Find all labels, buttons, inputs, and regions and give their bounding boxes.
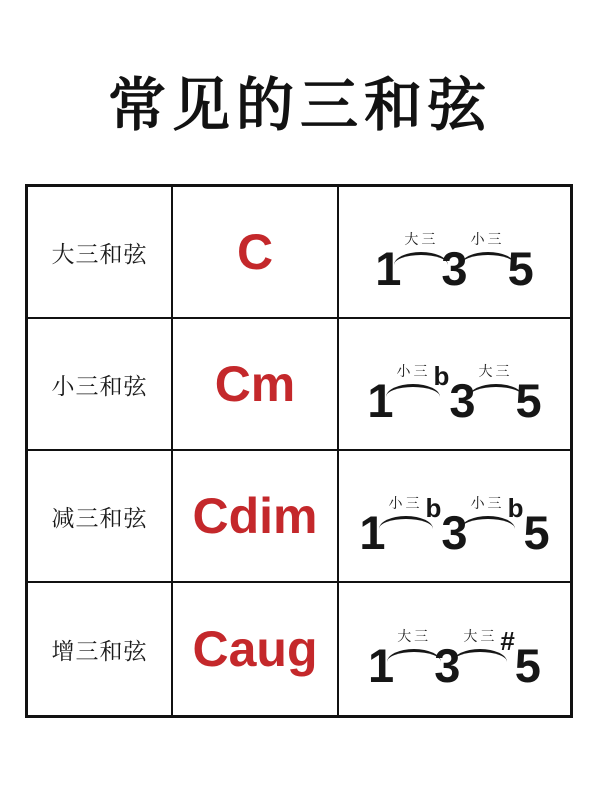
interval-label: 大三 (463, 627, 498, 644)
interval (387, 626, 441, 662)
chord-name-cell-diminished: 减三和弦 (28, 451, 173, 583)
note-digit: 1 (368, 638, 395, 692)
note-digit: 5 (507, 241, 534, 295)
arc-icon (461, 516, 515, 529)
interval-label: 小三 (470, 494, 505, 511)
interval-label: 小三 (470, 230, 505, 247)
interval (461, 493, 515, 529)
notes-cell-augmented (339, 583, 570, 715)
note-formula (375, 229, 534, 295)
interval (461, 229, 515, 265)
note-digit: 3 (434, 638, 461, 692)
chord-symbol-cell-minor: Cm (173, 319, 339, 451)
interval (379, 493, 433, 529)
accidental: b (433, 360, 450, 391)
interval (386, 361, 440, 397)
chord-symbol-cell-augmented: Caug (173, 583, 339, 715)
arc-icon (387, 649, 441, 662)
note-formula (367, 360, 542, 427)
chord-name-cell-minor: 小三和弦 (28, 319, 173, 451)
interval-label: 小三 (396, 362, 431, 379)
note-formula (359, 492, 550, 559)
interval (394, 229, 448, 265)
chord-symbol-cell-diminished: Cdim (173, 451, 339, 583)
interval-label: 大三 (404, 230, 439, 247)
notes-cell-major (339, 187, 570, 319)
chord-symbol-cell-major: C (173, 187, 339, 319)
accidental: b (507, 492, 524, 523)
accidental: # (500, 625, 515, 656)
note-digit: 1 (367, 373, 394, 427)
arc-icon (469, 384, 523, 397)
page-title: 常见的三和弦 (107, 71, 492, 139)
interval-label: 大三 (397, 627, 432, 644)
note-digit: 1 (359, 505, 386, 559)
chord-table (25, 184, 573, 718)
interval-label: 小三 (388, 494, 423, 511)
interval (453, 626, 507, 662)
note-formula (368, 625, 541, 692)
interval-label: 大三 (478, 362, 513, 379)
interval (469, 361, 523, 397)
note-digit: 5 (523, 505, 550, 559)
note-digit: 1 (375, 241, 402, 295)
chord-name-cell-major: 大三和弦 (28, 187, 173, 319)
note-digit: 3 (441, 505, 468, 559)
note-digit: 3 (441, 241, 468, 295)
note-digit: 5 (514, 638, 541, 692)
arc-icon (453, 649, 507, 662)
arc-icon (386, 384, 440, 397)
arc-icon (379, 516, 433, 529)
notes-cell-minor (339, 319, 570, 451)
chord-name-cell-augmented: 增三和弦 (28, 583, 173, 715)
arc-icon (461, 252, 515, 265)
note-digit: 3 (449, 373, 476, 427)
note-digit: 5 (515, 373, 542, 427)
accidental: b (425, 492, 442, 523)
arc-icon (394, 252, 448, 265)
notes-cell-diminished (339, 451, 570, 583)
